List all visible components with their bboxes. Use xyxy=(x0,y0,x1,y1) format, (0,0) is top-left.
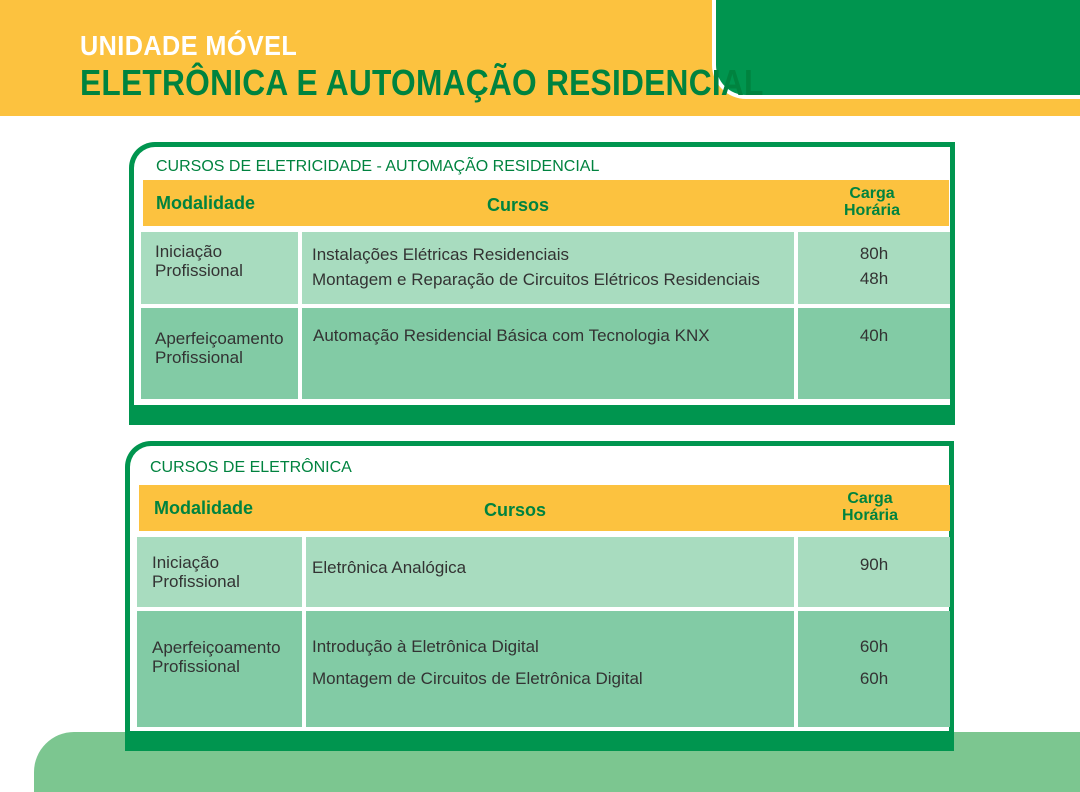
table-row-cursos xyxy=(306,611,794,727)
header-carga-line2: Horária xyxy=(843,202,901,219)
header-carga-line1: Carga xyxy=(849,185,895,202)
curso-item: Montagem e Reparação de Circuitos Elétricos Residenciais xyxy=(312,270,760,289)
section-eletronica-panel xyxy=(125,441,954,751)
carga-value: 40h xyxy=(859,326,889,345)
table-row-modalidade xyxy=(137,537,302,607)
page-title: ELETRÔNICA E AUTOMAÇÃO RESIDENCIAL xyxy=(80,62,764,103)
header-cursos: Cursos xyxy=(487,195,550,215)
section-title: CURSOS DE ELETRICIDADE - AUTOMAÇÃO RESIDENCIAL xyxy=(156,158,600,175)
header-green-tab xyxy=(712,0,1080,99)
curso-item: Eletrônica Analógica xyxy=(312,558,467,577)
table-row-cursos xyxy=(302,308,794,399)
panel-footer-bar xyxy=(125,731,954,751)
table-row-cursos xyxy=(302,232,794,304)
table-row-modalidade xyxy=(141,232,298,304)
header-carga-horaria xyxy=(815,490,925,524)
modalidade-line: Profissional xyxy=(152,572,240,591)
carga-value: 60h xyxy=(859,669,889,688)
table-row-modalidade xyxy=(141,308,298,399)
table-header xyxy=(143,180,949,226)
table-row-carga xyxy=(798,537,950,607)
table-row-carga xyxy=(798,611,950,727)
modalidade-line: Iniciação xyxy=(152,553,220,572)
curso-item: Montagem de Circuitos de Eletrônica Digital xyxy=(312,669,643,688)
modalidade-line: Profissional xyxy=(155,261,243,280)
header-carga-horaria xyxy=(817,185,927,219)
header-modalidade: Modalidade xyxy=(156,193,256,213)
modalidade-line: Profissional xyxy=(152,657,240,676)
header-subtitle: UNIDADE MÓVEL xyxy=(80,30,298,61)
carga-value: 80h xyxy=(859,244,889,263)
carga-value: 48h xyxy=(859,269,889,288)
header-carga-line2: Horária xyxy=(841,507,899,524)
modalidade-line: Profissional xyxy=(155,348,243,367)
curso-item: Introdução à Eletrônica Digital xyxy=(312,637,539,656)
table-row-carga xyxy=(798,308,950,399)
header-carga-line1: Carga xyxy=(847,490,893,507)
header-cursos: Cursos xyxy=(484,500,547,520)
section-title: CURSOS DE ELETRÔNICA xyxy=(150,459,352,476)
panel-footer-bar xyxy=(129,405,955,425)
page-header xyxy=(0,0,1080,116)
section-eletricidade-panel xyxy=(129,142,955,425)
table-row-carga xyxy=(798,232,950,304)
table-header xyxy=(139,485,950,531)
carga-value: 60h xyxy=(859,637,889,656)
table-row-modalidade xyxy=(137,611,302,727)
curso-item: Instalações Elétricas Residenciais xyxy=(312,245,570,264)
header-modalidade: Modalidade xyxy=(154,498,254,518)
modalidade-line: Aperfeiçoamento xyxy=(152,638,281,657)
carga-value: 90h xyxy=(859,555,889,574)
table-row-cursos xyxy=(306,537,794,607)
curso-item: Automação Residencial Básica com Tecnologia KNX xyxy=(313,326,710,345)
modalidade-line: Iniciação xyxy=(155,242,223,261)
modalidade-line: Aperfeiçoamento xyxy=(155,329,284,348)
